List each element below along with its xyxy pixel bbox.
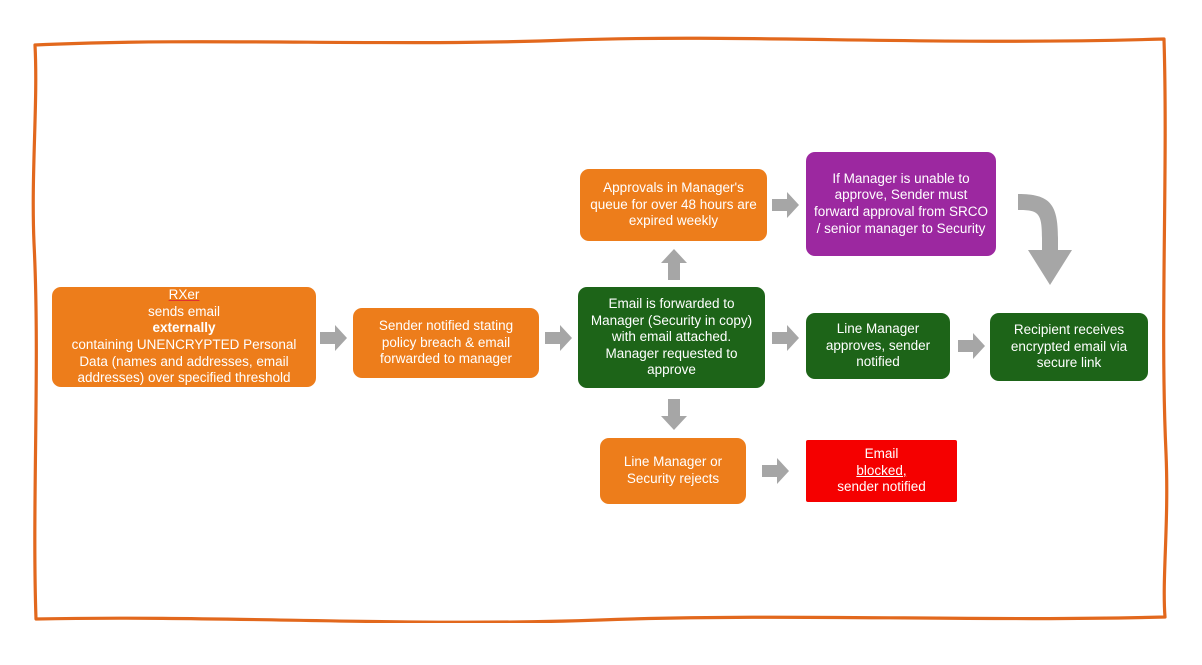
arrow-notified-to-forwarded: [545, 325, 573, 351]
arrow-rejects-to-blocked: [762, 458, 790, 484]
node-email-blocked-label: Email blocked, sender notified: [837, 446, 926, 495]
node-line-manager-rejects: [600, 438, 746, 504]
arrow-forwarded-to-approves: [772, 325, 800, 351]
node-manager-unable-to-approve: [806, 152, 996, 256]
node-email-blocked: [806, 440, 957, 502]
node-sender-notified: [353, 308, 539, 378]
node-approvals-expired-label: Approvals in Manager's queue for over 48 hours are expired weekly: [590, 180, 757, 229]
node-recipient-receives-encrypted-label: Recipient receives encrypted email via secure link: [1010, 322, 1128, 371]
arrow-approves-to-recipient: [958, 333, 986, 359]
node-approvals-expired: [580, 169, 767, 241]
arrow-unable-to-recipient: [1008, 190, 1080, 288]
node-sender-notified-label: Sender notified stating policy breach & email forwarded to manager: [378, 318, 514, 367]
node-recipient-receives-encrypted: [990, 313, 1148, 381]
node-email-forwarded-to-manager: [578, 287, 765, 388]
node-email-forwarded-to-manager-label: Email is forwarded to Manager (Security in copy) with email attached. Manager requested to approve: [590, 296, 753, 378]
node-line-manager-approves: [806, 313, 950, 379]
node-line-manager-approves-label: Line Manager approves, sender notified: [825, 321, 931, 370]
node-manager-unable-to-approve-label: If Manager is unable to approve, Sender must forward approval from SRCO / senior manager to Security: [813, 170, 989, 236]
node-sender-sends-email: [52, 287, 316, 387]
node-line-manager-rejects-label: Line Manager or Security rejects: [623, 454, 723, 486]
arrow-sends-to-notified: [320, 325, 348, 351]
arrow-expired-to-unable: [772, 192, 800, 218]
node-sender-sends-email-label: RXer sends email externally containing UNENCRYPTED Personal Data (names and addresses, email addresses) over specified threshold: [71, 287, 297, 386]
arrow-forwarded-to-expired: [661, 249, 687, 280]
arrow-forwarded-to-rejects: [661, 399, 687, 430]
